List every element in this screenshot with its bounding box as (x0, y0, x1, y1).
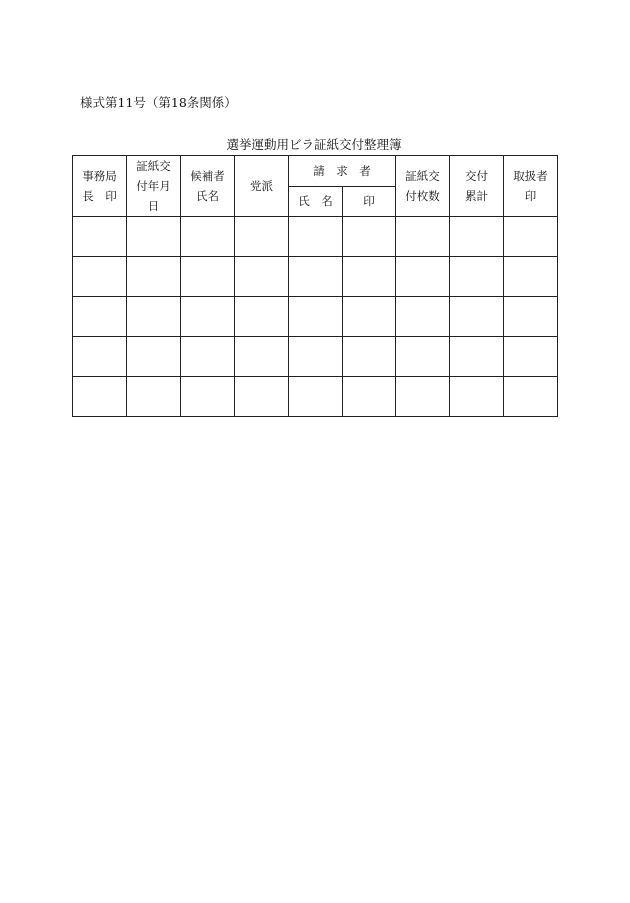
table-cell[interactable] (450, 377, 504, 417)
stamp-issuance-register-table (72, 155, 558, 417)
table-cell[interactable] (343, 377, 396, 417)
header-handler-seal: 取扱者 印 (504, 156, 558, 217)
table-cell[interactable] (289, 217, 343, 257)
header-candidate-name: 候補者 氏名 (181, 156, 235, 217)
table-cell[interactable] (235, 297, 289, 337)
header-issue-date: 証紙交 付年月 日 (127, 156, 181, 217)
table-row (73, 257, 558, 297)
table-row (73, 377, 558, 417)
table-cell[interactable] (235, 257, 289, 297)
header-party: 党派 (235, 156, 289, 217)
table-cell[interactable] (73, 217, 127, 257)
table-cell[interactable] (127, 377, 181, 417)
table-cell[interactable] (73, 337, 127, 377)
table-cell[interactable] (396, 217, 450, 257)
table-cell[interactable] (450, 217, 504, 257)
document-title: 選挙運動用ビラ証紙交付整理簿 (226, 137, 402, 152)
header-requester-seal: 印 (343, 186, 396, 217)
table-cell[interactable] (127, 257, 181, 297)
table-row (73, 337, 558, 377)
table-cell[interactable] (343, 257, 396, 297)
table-row (73, 297, 558, 337)
table-cell[interactable] (181, 297, 235, 337)
table-cell[interactable] (73, 377, 127, 417)
table-cell[interactable] (450, 337, 504, 377)
table-cell[interactable] (289, 257, 343, 297)
table-cell[interactable] (343, 217, 396, 257)
header-stamps-issued: 証紙交 付枚数 (396, 156, 450, 217)
table-cell[interactable] (235, 377, 289, 417)
table-cell[interactable] (504, 257, 558, 297)
header-row-top (73, 156, 558, 187)
table-cell[interactable] (396, 337, 450, 377)
table-cell[interactable] (504, 297, 558, 337)
table-cell[interactable] (127, 217, 181, 257)
table-cell[interactable] (181, 257, 235, 297)
table-cell[interactable] (504, 337, 558, 377)
form-number-label: 様式第11号（第18条関係） (80, 95, 237, 110)
table-cell[interactable] (181, 377, 235, 417)
header-office-head-seal: 事務局 長 印 (73, 156, 127, 217)
header-requester: 請 求 者 (289, 156, 396, 187)
table-cell[interactable] (127, 337, 181, 377)
table-cell[interactable] (343, 337, 396, 377)
table-cell[interactable] (73, 297, 127, 337)
table-cell[interactable] (289, 297, 343, 337)
table-cell[interactable] (504, 377, 558, 417)
table-cell[interactable] (181, 217, 235, 257)
table-cell[interactable] (504, 217, 558, 257)
table-row (73, 217, 558, 257)
table-cell[interactable] (235, 217, 289, 257)
table-cell[interactable] (289, 337, 343, 377)
table-cell[interactable] (343, 297, 396, 337)
table-cell[interactable] (396, 257, 450, 297)
table-cell[interactable] (181, 337, 235, 377)
table-cell[interactable] (450, 257, 504, 297)
table-cell[interactable] (127, 297, 181, 337)
table-cell[interactable] (289, 377, 343, 417)
table-cell[interactable] (73, 257, 127, 297)
table-cell[interactable] (450, 297, 504, 337)
header-requester-name: 氏 名 (289, 186, 343, 217)
table-cell[interactable] (396, 377, 450, 417)
table-cell[interactable] (235, 337, 289, 377)
header-cumulative-issued: 交付 累計 (450, 156, 504, 217)
table-cell[interactable] (396, 297, 450, 337)
